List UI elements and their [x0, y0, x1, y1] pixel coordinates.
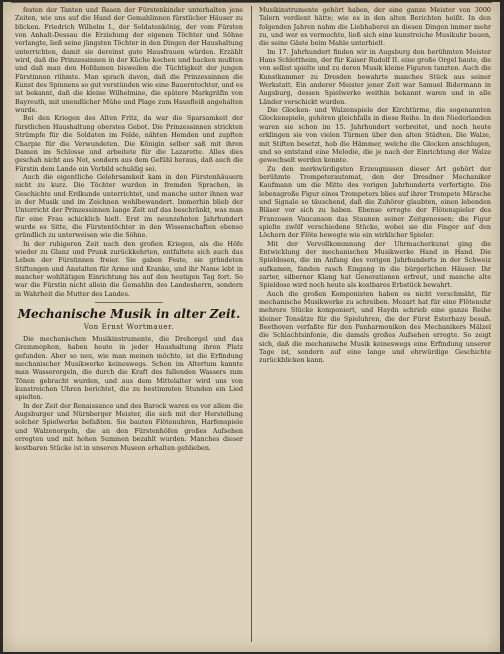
left-paragraph-3: Auch die eigentliche Gelehrsamkeit kam in den Fürstenhäusern nicht zu kurz. Die Töchter wurden in fremden Sprachen, in Geschichte und Erdkunde unterrichtet, und manche unter ihnen war in der Musik und im Zeichnen wohlbewandert. Immerhin blieb der Unterricht der Prinzessinnen lange Zeit auf das beschränkt, was man für eine Frau schicklich hielt. Erst im neunzehnten Jahrhundert wurde es Sitte, die Fürstentöchter in den Wissenschaften ebenso gründlich zu unterweisen wie die Söhne.	[15, 172, 243, 240]
right-paragraph-5: Mit der Vervollkommnung der Uhrmacherkunst ging die Entwicklung der mechanischen Musikwerke Hand in Hand. Die Spieldosen, die im Anfang des vorigen Jahrhunderts in der Schweiz aufkamen, fanden rasch Eingang in die bürgerlichen Häuser. Ihr zarter, silberner Klang hat Generationen erfreut, und manche alte Spieldose wird noch heute als kostbares Erbstück bewahrt.	[259, 239, 491, 290]
top-rule	[11, 2, 492, 3]
article-title: Mechanische Musik in alter Zeit.	[17, 307, 241, 322]
right-paragraph-6: Auch die großen Komponisten haben es nicht verschmäht, für mechanische Musikwerke zu schreiben. Mozart hat für eine Flötenuhr mehrere Stücke komponiert, und Haydn schrieb eine ganze Reihe kleiner Tonsätze für die Spieluhren, die der Fürst Esterhazy besaß. Beethoven verfaßte für den Panharmonikon des Mechanikers Mälzel die Schlachtsinfonie, die damals großes Aufsehen erregte. So zeigt sich, daß die mechanische Musik keineswegs eine Erfindung unserer Tage ist, sondern auf eine lange und ehrwürdige Geschichte zurückblicken kann.	[259, 289, 491, 365]
newspaper-page	[3, 2, 500, 652]
column-divider	[251, 6, 252, 642]
left-paragraph-4: In der ruhigeren Zeit nach den großen Kriegen, als die Höfe wieder zu Glanz und Prunk zurückkehrten, entfaltete sich auch das Leben der Fürstinnen freier. Sie gaben Feste, sie gründeten Stiftungen und Anstalten für Arme und Kranke, und ihr Name lebt in mancher wohltätigen Einrichtung bis auf den heutigen Tag fort. So war die Fürstin nicht allein die Gemahlin des Landesherrn, sondern in Wahrheit die Mutter des Landes.	[15, 239, 243, 298]
right-paragraph-2: Im 17. Jahrhundert finden wir in Augsburg den berühmten Meister Hans Schlottheim, der für Kaiser Rudolf II. eine große Orgel baute, die von selbst spielte und zu deren Musik kleine Figuren tanzten. Auch die Kunstkammer zu Dresden bewahrte manches Stück aus seiner Werkstatt. Ein anderer Meister jener Zeit war Samuel Bidermann in Augsburg, dessen Spielwerke weithin bekannt waren und in alle Länder verschickt wurden.	[259, 47, 491, 106]
left-paragraph-2: Bei den Kriegen des Alten Fritz, da war die Sparsamkeit der fürstlichen Haushaltung oberstes Gebot. Die Prinzessinnen strickten Strümpfe für die Soldaten im Felde, nähten Hemden und zupften Charpie für die Verwundeten. Die Königin selber saß mit ihren Damen im Schlosse und arbeitete für die Lazarette. Alles dies geschah nicht aus Not, sondern aus dem Gefühl heraus, daß auch die Fürstin dem Lande ein Vorbild schuldig sei.	[15, 114, 243, 173]
section-separator	[95, 302, 163, 303]
right-column	[259, 6, 491, 646]
article-byline: Von Ernst Wortmauer.	[83, 323, 175, 332]
right-paragraph-3: Die Glocken- und Walzenspiele der Kirchtürme, die sogenannten Glockenspiele, gehören gleichfalls in diese Reihe. In den Niederlanden waren sie schon im 15. Jahrhundert verbreitet, und noch heute erklingen sie von vielen Türmen über den alten Städten. Die Walze, mit Stiften besetzt, hob die Hämmer, welche die Glocken anschlugen, und so entstand eine Melodie, die je nach der Einrichtung der Walze gewechselt werden konnte.	[259, 106, 491, 165]
right-paragraph-1: Musikinstrumente gehört haben, der eine ganze Meister von 3000 Talern verdient hätte; wie es in den alten Berichten heißt. In den folgenden Jahren nahm die Liebhaberei an diesen Dingen immer mehr zu, und wer es vermochte, ließ sich eine kunstreiche Musikuhr bauen, die seine Gäste beim Mahle unterhielt.	[259, 6, 491, 48]
article-paragraph-1: Die mechanischen Musikinstrumente, die Drehorgel und das Grammophon, haben heute in jeder Haushaltung ihren Platz gefunden. Aber so neu, wie man meinen möchte, ist die Erfindung mechanischer Musikwerke keineswegs. Schon im Altertum kannte man Wasserorgeln, die durch die Kraft des fallenden Wassers zum Tönen gebracht wurden, und aus dem Mittelalter wird uns von kunstreichen Uhren berichtet, die zu bestimmten Stunden ein Lied spielten.	[15, 335, 243, 402]
left-column	[15, 6, 243, 646]
left-paragraph-1: festen der Tanten und Basen der Fürstenkinder unterhalten jene Zeiten, wie uns auf die Hand der Gemahlinnen fürstlicher Häuser zu blicken. Friedrich Wilhelm I., der Soldatenkönig, der vom Fürsten von Anhalt-Dessau die Erziehung der eigenen Töchter und Söhne verlangte, ließ seine jüngsten Töchter in den Dingen der Haushaltung unterrichten, damit sie dereinst gute Hausfrauen würden. Erzählt wird, daß die Prinzessinnen in der Küche kochen und backen mußten und daß man den Hofdamen bisweilen die Tüchtigkeit der jungen Fürstinnen rühmte. Man sprach davon, daß die Prinzessinnen die Kunst des Spinnens so gut verstünden wie eine Bauerntochter, und es ist bekannt, daß die kleine Wilhelmine, die spätere Markgräfin von Bayreuth, mit unendlicher Mühe und Plage zum Hausfleiß angehalten wurde.	[15, 6, 243, 115]
right-paragraph-4: Zu den merkwürdigsten Erzeugnissen dieser Art gehört der berühmte Trompeterautomat, den der Dresdner Mechaniker Kaufmann um die Mitte des vorigen Jahrhunderts verfertigte. Die lebensgroße Figur eines Trompeters blies auf ihrer Trompete Märsche und Signale so täuschend, daß die Zuhörer glaubten, einen lebenden Bläser vor sich zu haben. Ebenso erregte der Flötenspieler des Franzosen Vaucanson das Staunen seiner Zeitgenossen; die Figur spielte zwölf verschiedene Stücke, wobei sie die Finger auf den Löchern der Flöte bewegte wie ein wirklicher Spieler.	[259, 164, 491, 240]
article-paragraph-2: In der Zeit der Renaissance und des Barock waren es vor allem die Augsburger und Nürnberger Meister, die sich mit der Herstellung solcher Spielwerke befaßten. Sie bauten Flötenuhren, Harfenspiele und Walzenorgeln, die an den Fürstenhöfen großes Aufsehen erregten und mit hohen Summen bezahlt wurden. Manches dieser kostbaren Stücke ist in unseren Museen erhalten geblieben.	[15, 401, 243, 452]
